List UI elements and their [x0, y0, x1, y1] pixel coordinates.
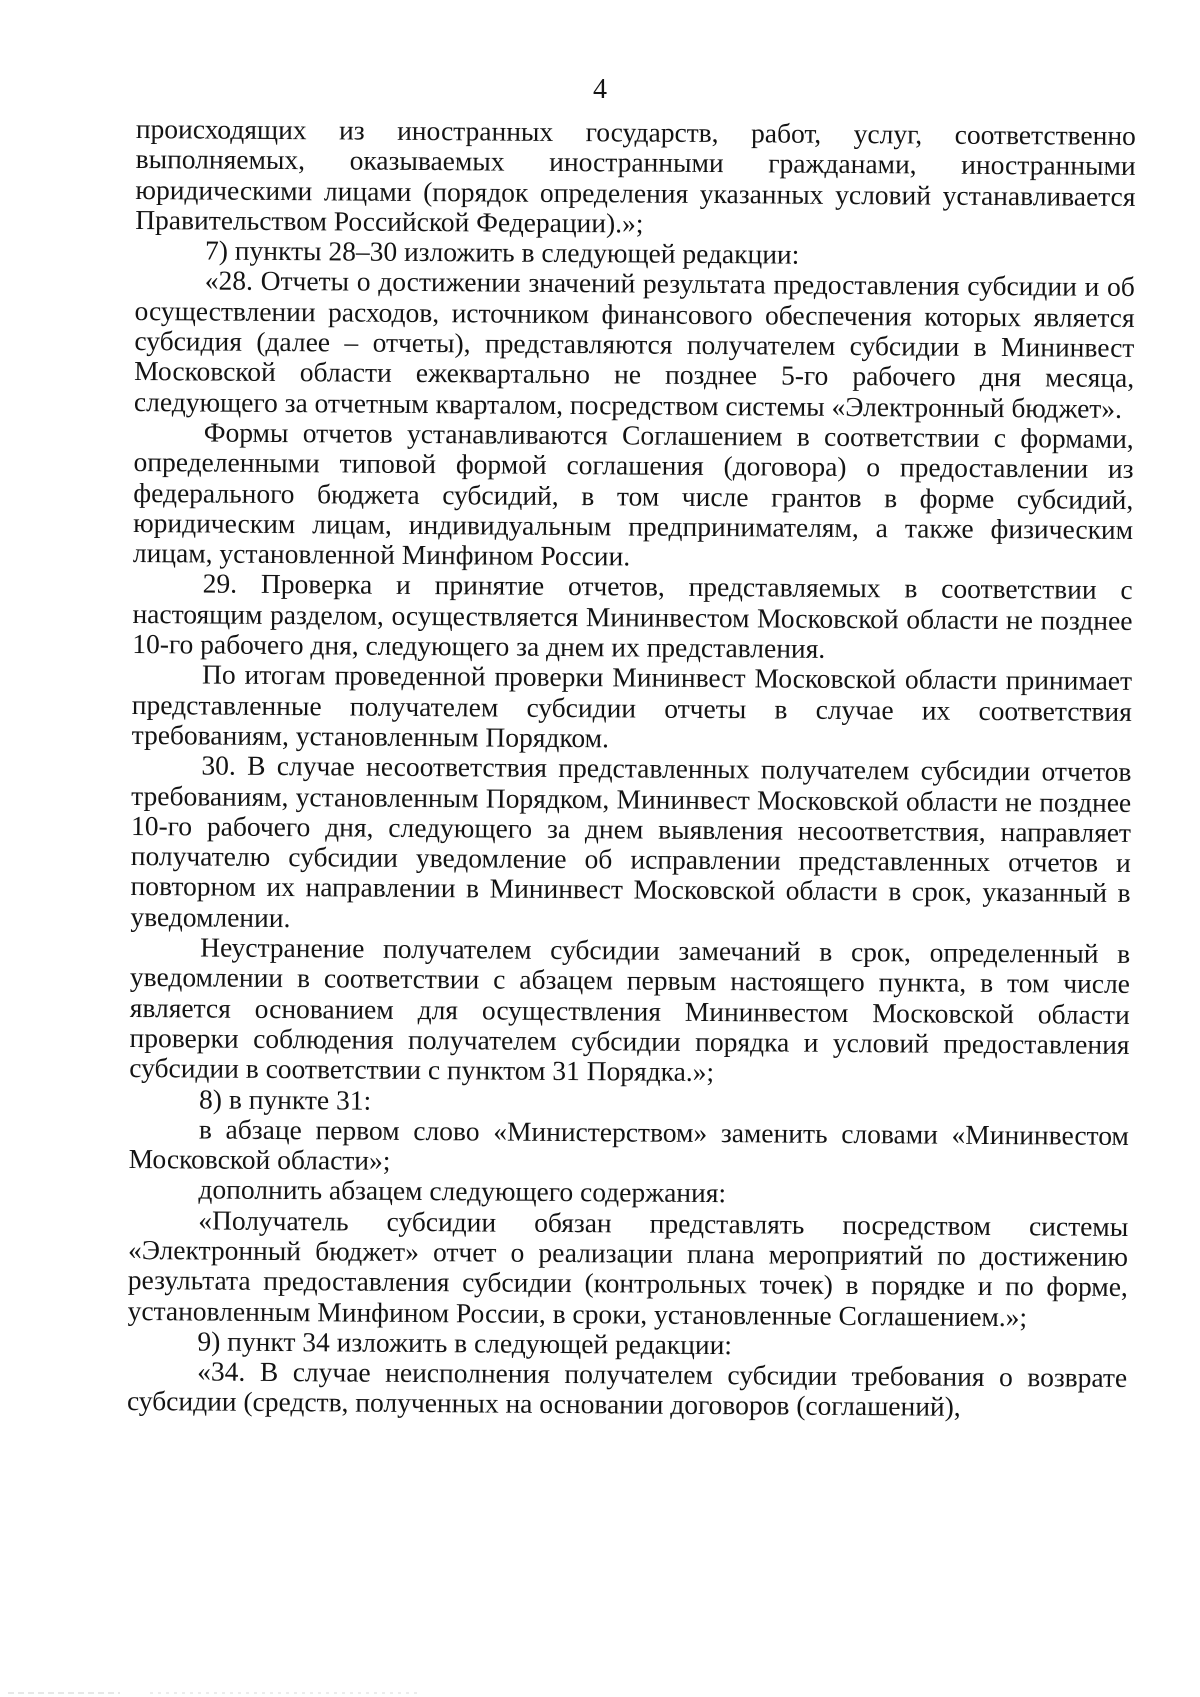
- paragraph-12: «Получатель субсидии обязан представлять посредством системы «Электронный бюджет» отчет о реализации плана мероприятий по достижению результата предоставления субсидии (контрольных точек) в порядке и по форме, установленным Минфином России, в сроки, установленные Соглашением.»;: [127, 1204, 1129, 1332]
- paragraph-14: «34. В случае неисполнения получателем субсидии требования о возврате субсидии (средств, полученных на основании договоров (соглашений),: [126, 1355, 1128, 1423]
- paragraph-8: Неустранение получателем субсидии замечаний в срок, определенный в уведомлении в соответствии с абзацем первым настоящего пункта, в том числе является основанием для осуществления Мининвестом Московской области проверки соблюдения получателем субсидии порядка и условий предоставления субсидии в соответствии с пунктом 31 Порядка.»;: [129, 931, 1131, 1088]
- paragraph-9: 8) в пункте 31:: [199, 1082, 372, 1116]
- paragraph-1: происходящих из иностранных государств, работ, услуг, соответственно выполняемых, оказываемых иностранными гражданами, иностранными юридическими лицами (порядок определения указанных условий устанавливается Правительством Российской Федерации).»;: [135, 113, 1136, 239]
- page-number: 4: [593, 74, 607, 105]
- paragraph-7: 30. В случае несоответствия представленных получателем субсидии отчетов требованиям, установленным Порядком, Мининвест Московской области не позднее 10-го рабочего дня, следующего за днем выявления несоответствия, направляет получателю субсидии уведомление об исправлении представленных отчетов и повторном их направлении в Мининвест Московской области в срок, указанный в уведомлении.: [130, 749, 1132, 933]
- document-body: [127, 114, 1136, 1424]
- paragraph-13: 9) пункт 34 изложить в следующей редакции:: [197, 1325, 733, 1361]
- paragraph-4: Формы отчетов устанавливаются Соглашением в соответствии с формами, определенными типовой формой соглашения (договора) о предоставлении из федерального бюджета субсидий, в том числе грантов в форме субсидий, юридическим лицам, индивидуальным предпринимателям, а также физическим лицам, установленной Минфином России.: [132, 416, 1134, 572]
- paragraph-2: 7) пункты 28–30 изложить в следующей редакции:: [204, 234, 800, 270]
- paragraph-6: По итогам проведенной проверки Мининвест Московской области принимает представленные получателем субсидии отчеты в случае их соответствия требованиям, установленным Порядком.: [131, 658, 1133, 754]
- paragraph-3: «28. Отчеты о достижении значений результата предоставления субсидии и об осуществлении расходов, источником финансового обеспечения которых является субсидия (далее – отчеты), представляются получателем субсидии в Мининвест Московской области ежеквартально не позднее 5-го рабочего дня месяца, следующего за отчетным кварталом, посредством системы «Электронный бюджет».: [133, 264, 1135, 424]
- scan-noise-strip: [0, 1689, 1200, 1697]
- paragraph-11: дополнить абзацем следующего содержания:: [198, 1173, 727, 1209]
- paragraph-10: в абзаце первом слово «Министерством» заменить словами «Мининвестом Московской области»;: [128, 1113, 1130, 1176]
- paragraph-5: 29. Проверка и принятие отчетов, представляемых в соответствии с настоящим разделом, осуществляется Мининвестом Московской области не позднее 10-го рабочего дня, следующего за днем их представления.: [132, 567, 1133, 664]
